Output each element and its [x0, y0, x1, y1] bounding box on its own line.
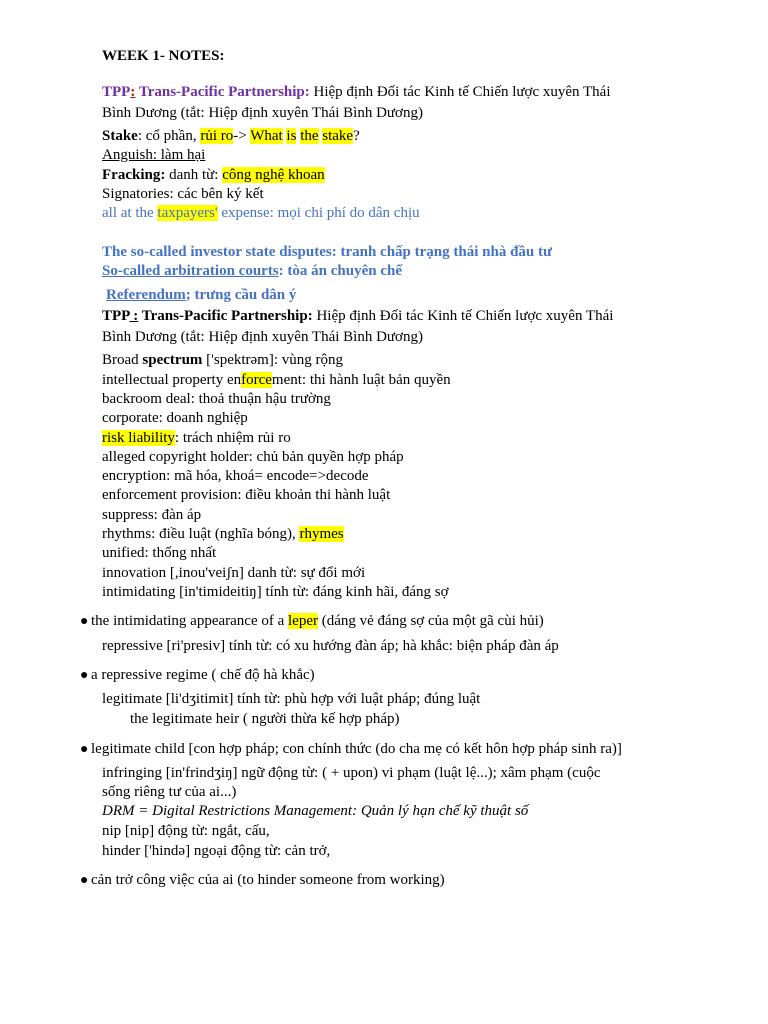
- bullet-icon: ●: [80, 612, 89, 628]
- enforcement-line: intellectual property enforcement: thi hành luật bản quyền: [102, 372, 451, 388]
- signatories-line: Signatories: các bên ký kết: [102, 186, 264, 202]
- suppress-line: suppress: đàn áp: [102, 507, 202, 523]
- arbitration-line: So-called arbitration courts: tòa án chuyên chế: [102, 263, 402, 279]
- tpp2-line-2: Bình Dương (tắt: Hiệp định xuyên Thái Bình Dương): [102, 329, 423, 345]
- tpp2-line-1: TPP : Trans-Pacific Partnership: Hiệp định Đối tác Kinh tế Chiến lược xuyên Thái: [102, 308, 614, 324]
- provision-line: enforcement provision: điều khoản thi hành luật: [102, 487, 391, 503]
- innovation-line: innovation [,inou'veiʃn] danh từ: sự đổi mới: [102, 565, 366, 581]
- infringing-line-2: sống riêng tư của ai...): [102, 784, 237, 800]
- page-title: WEEK 1- NOTES:: [102, 48, 225, 64]
- taxpayers-line: all at the taxpayers' expense: mọi chi phí do dân chịu: [102, 205, 420, 221]
- tpp-line-1: [102, 83, 611, 102]
- anguish-line: Anguish: làm hại: [102, 147, 206, 163]
- repressive-line: repressive [ri'presiv] tính từ: có xu hướng đàn áp; hà khắc: biện pháp đàn áp: [102, 638, 559, 654]
- unified-line: unified: thống nhất: [102, 545, 217, 561]
- tpp-line-2: Bình Dương (tắt: Hiệp định xuyên Thái Bình Dương): [102, 105, 423, 121]
- tpp-def: Hiệp định Đối tác Kinh tế Chiến lược xuyên Thái: [309, 84, 611, 100]
- disputes-line: The so-called investor state disputes: tranh chấp trạng thái nhà đầu tư: [102, 244, 553, 260]
- risk-line: risk liability: trách nhiệm rủi ro: [102, 430, 291, 446]
- bullet-icon: ●: [80, 740, 89, 756]
- bullet-icon: ●: [80, 871, 89, 887]
- rhythms-line: rhythms: điều luật (nghĩa bóng), rhymes: [102, 526, 344, 542]
- alleged-line: alleged copyright holder: chủ bản quyền hợp pháp: [102, 449, 404, 465]
- spectrum-line: Broad spectrum ['spektrəm]: vùng rộng: [102, 352, 344, 368]
- leper-bullet-line: ● the intimidating appearance of a leper (dáng vẻ đáng sợ của một gã cùi hủi): [80, 612, 544, 629]
- bullet-icon: ●: [80, 666, 89, 682]
- heir-line: the legitimate heir ( người thừa kế hợp pháp): [130, 711, 400, 727]
- child-bullet-line: ● legitimate child [con hợp pháp; con chính thức (do cha mẹ có kết hôn hợp pháp sinh ra)]: [80, 740, 622, 757]
- nip-line: nip [nip] động từ: ngắt, cấu,: [102, 823, 270, 839]
- legitimate-line: legitimate [li'dʒitimit] tính từ: phù hợp với luật pháp; đúng luật: [102, 691, 481, 707]
- hinder-line: hinder ['hində] ngoại động từ: cản trở,: [102, 843, 331, 859]
- infringing-line-1: infringing [in'frindʒiŋ] ngữ động từ: ( + upon) vi phạm (luật lệ...); xâm phạm (cuộc: [102, 765, 601, 781]
- corporate-line: corporate: doanh nghiệp: [102, 410, 248, 426]
- referendum-line: Referendum; trưng cầu dân ý: [106, 287, 297, 303]
- encryption-line: encryption: mã hóa, khoá= encode=>decode: [102, 468, 369, 484]
- regime-bullet-line: ● a repressive regime ( chế độ hà khắc): [80, 666, 315, 683]
- tpp-abbr: TPP: [102, 84, 131, 100]
- tpp-colon: :: [130, 84, 136, 100]
- hinder-example-bullet-line: ● cản trở công việc của ai (to hinder someone from working): [80, 871, 445, 888]
- fracking-line: Fracking: danh từ: công nghệ khoan: [102, 167, 325, 183]
- stake-line: Stake: cổ phần, rủi ro-> What is the stake?: [102, 128, 360, 144]
- intimidating-line: intimidating [in'timideitiŋ] tính từ: đáng kinh hãi, đáng sợ: [102, 584, 449, 600]
- backroom-line: backroom deal: thoả thuận hậu trường: [102, 391, 331, 407]
- drm-line: DRM = Digital Restrictions Management: Quản lý hạn chế kỹ thuật số: [102, 803, 529, 819]
- tpp-term: Trans-Pacific Partnership:: [135, 84, 310, 100]
